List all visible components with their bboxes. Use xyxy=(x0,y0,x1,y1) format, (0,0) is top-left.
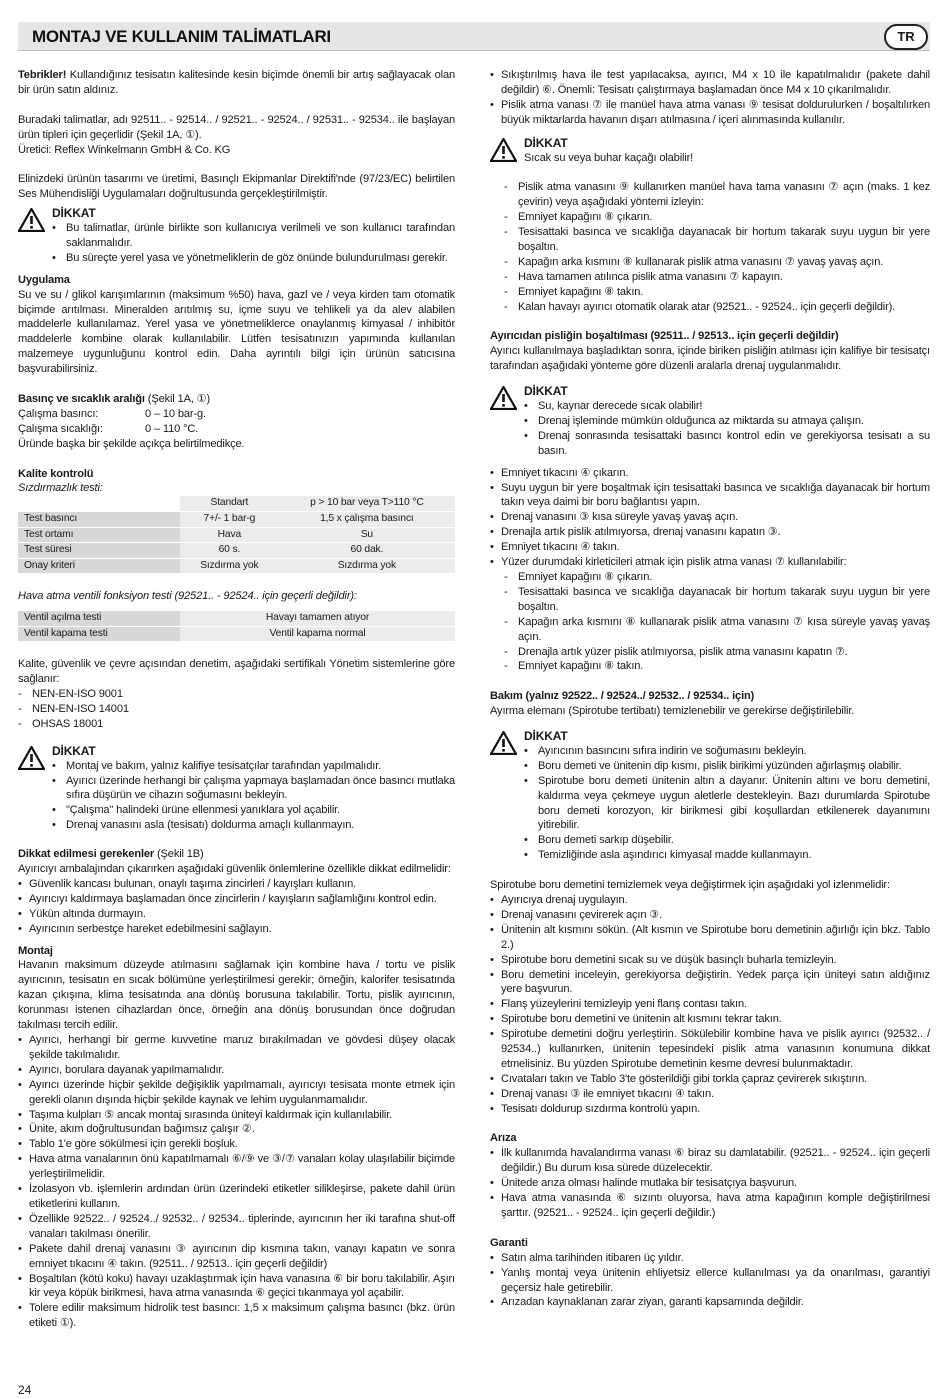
list-item: • Hava atma vanasında ⑥ sızıntı oluyorsa, hava atma kapağının komple değiştirilmesi şarttır. (92521.. - 92524.. için geçerli değildir.) xyxy=(490,1191,930,1221)
intro-bold: Tebrikler! xyxy=(18,69,67,81)
warning-item: • Su, kaynar derecede sıcak olabilir! xyxy=(524,399,930,414)
table-cell: 1,5 x çalışma basıncı xyxy=(279,511,455,527)
list-item: - NEN-EN-ISO 14001 xyxy=(18,702,455,717)
list-item: • Arızadan kaynaklanan zarar ziyan, garanti kapsamında değildir. xyxy=(490,1295,930,1310)
list-item: • Emniyet tıkacını ④ çıkarın. xyxy=(490,466,930,481)
warning-item: • Bu süreçte yerel yasa ve yönetmeliklerin de göz önünde bulundurulması gerekir. xyxy=(52,251,455,266)
notice-ref: (Şekil 1B) xyxy=(154,848,204,861)
table-header-cell: p > 10 bar veya T>110 °C xyxy=(279,496,455,511)
spirotube-list xyxy=(490,893,930,1117)
pressure-row xyxy=(18,407,455,422)
notice-list xyxy=(18,877,455,937)
spirotube-paragraph: Spirotube boru demetini temizlemek veya değiştirmek için aşağıdaki yol izlenmelidir: xyxy=(490,879,890,892)
mount-paragraph: Havanın maksimum düzeyde atılmasını sağlamak için kombine hava / tortu ve pislik ayırıcının, tesisatın en sıcak bölümüne yerleştirilmesi gerekir; örneğin, kalorifer tesisatında kazan çıkışına, klima tesisatında ana dönüş borusuna takılabilir. Tortu, pislik ayırıcının, korunması istenen cihazlardan önce, örneğin ana dönüş borusundan önce doğrudan takılması tercih edilir. xyxy=(18,959,455,1032)
table-cell: Ventil açılma testi xyxy=(18,611,180,626)
table-cell: 7+/- 1 bar-g xyxy=(180,511,279,527)
table-row xyxy=(18,626,455,642)
warning-text: Sıcak su veya buhar kaçağı olabilir! xyxy=(524,151,694,164)
intro-text: Kullandığınız tesisatın kalitesinde kesin biçimde önemli bir artış sağlayacak olan bir ürün satın aldınız. xyxy=(18,69,455,96)
list-item: • Tablo 1'e göre sökülmesi için gerekli boşluk. xyxy=(18,1137,455,1152)
table-cell: Ventil kapama normal xyxy=(180,626,455,642)
warning-item: • Drenaj vanasını asla (tesisatı) doldurma amaçlı kullanmayın. xyxy=(52,818,455,833)
pressure-heading-line xyxy=(18,392,455,407)
list-item: • Suyu uygun bir yere boşaltmak için tesisattaki basınca ve sıcaklığa dayanacak bir hortum takın veya daimi bir boru bağlantısı yapın. xyxy=(490,481,930,511)
list-item: • Taşıma kulpları ⑤ ancak montaj sırasında üniteyi kaldırmak için kullanılabilir. xyxy=(18,1108,455,1123)
warning-title: DİKKAT xyxy=(524,729,568,744)
pressure-ref: (Şekil 1A, ①) xyxy=(144,392,211,405)
list-item: • Pakete dahil drenaj vanasını ③ ayırıcının dip kısmına takın, vanayı kapatın ve sonra emniyet tıkacını ④ takın. (92511.. / 92513.. için geçerli değildir) xyxy=(18,1242,455,1272)
page-number: 24 xyxy=(18,1383,32,1397)
list-item: • Yanlış montaj veya ünitenin ehliyetsiz ellerce kullanılması ya da onarılması, garantiyi geçersiz hale getirebilir. xyxy=(490,1266,930,1296)
table-row xyxy=(18,527,455,543)
warning-triangle-icon xyxy=(18,746,45,770)
pressure-note: Üründe başka bir şekilde açıkça belirtilmedikçe. xyxy=(18,437,245,450)
language-badge: TR xyxy=(884,24,928,50)
vent-procedure-list xyxy=(490,180,930,314)
pressure-heading: Basınç ve sıcaklık aralığı xyxy=(18,392,145,405)
list-item: • Drenaj vanasını çevirerek açın ③. xyxy=(490,908,930,923)
list-item: • Ünitede arıza olması halinde mutlaka bir tesisatçıya başvurun. xyxy=(490,1176,930,1191)
warning-title: DİKKAT xyxy=(524,135,568,150)
warning-triangle-icon xyxy=(18,208,45,232)
list-item: • Yükün altında durmayın. xyxy=(18,907,455,922)
warning-box-5 xyxy=(490,729,930,863)
table-cell: 60 s. xyxy=(180,543,279,559)
list-item: • Ayırıcıyı kaldırmaya başlamadan önce zincirlerin / kayışların sağlamlığını kontrol edin. xyxy=(18,892,455,907)
list-item: • Ayırıcı, borulara dayanak yapılmamalıdır. xyxy=(18,1063,455,1078)
vent-test-label: Hava atma ventili fonksiyon testi (92521.. - 92524.. için geçerli değildir): xyxy=(18,590,357,603)
table-header-row xyxy=(18,496,455,511)
warning-item: • Drenaj işleminde mümkün olduğunca az miktarda su atmaya çalışın. xyxy=(524,414,930,429)
pressure-label: Çalışma basıncı: xyxy=(18,407,99,420)
list-item: • Spirotube boru demetini ve ünitenin alt kısmını tekrar takın. xyxy=(490,1012,930,1027)
mount-heading: Montaj xyxy=(18,944,53,957)
warning-item: • Spirotube boru demeti ünitenin altın a dayanır. Ünitenin altını ve boru demetini, kaldırma veya çekmeye uygun aletlerle destekleyin. Bazı durumlarda Spirotube boru demeti korozyon, kir birikmesi gibi koşullardan etkilenerek dayanımını yitirebilir. xyxy=(524,774,930,834)
table-cell: Test ortamı xyxy=(18,527,180,543)
list-item: • Flanş yüzeylerini temizleyip yeni flanş contası takın. xyxy=(490,997,930,1012)
list-item: • Pislik atma vanası ⑦ ile manüel hava atma vanası ⑨ tesisat doldurulurken / boşaltılırken büyük miktarlarda havanın dışarı atılmasına / içeri alınmasında kullanılır. xyxy=(490,98,930,128)
notice-paragraph: Ayırıcıyı ambalajından çıkarırken aşağıdaki güvenlik önlemlerine özellikle dikkat edilmelidir: xyxy=(18,863,451,876)
list-item: • Satın alma tarihinden itibaren üç yıldır. xyxy=(490,1251,930,1266)
temperature-label: Çalışma sıcaklığı: xyxy=(18,422,103,435)
warning-triangle-icon xyxy=(490,138,517,162)
warning-box-3 xyxy=(490,136,930,166)
list-item: - Emniyet kapağını ⑧ çıkarın. xyxy=(504,210,930,225)
list-item: • Drenaj vanasını ③ kısa süreyle yavaş yavaş açın. xyxy=(490,510,930,525)
table-cell: Onay kriteri xyxy=(18,558,180,574)
warranty-list xyxy=(490,1251,930,1311)
left-column xyxy=(18,68,455,1331)
warning-item: • "Çalışma" halindeki ürüne ellenmesi yanıklara yol açabilir. xyxy=(52,803,455,818)
table-cell: Sızdırma yok xyxy=(180,558,279,574)
temperature-row xyxy=(18,422,455,437)
pressure-value: 0 – 10 bar-g. xyxy=(145,407,206,420)
table-cell: Hava xyxy=(180,527,279,543)
list-item: • Yüzer durumdaki kirleticileri atmak için pislik atma vanası ⑦ kullanılabilir: xyxy=(490,555,930,570)
fault-list xyxy=(490,1146,930,1221)
notice-heading: Dikkat edilmesi gerekenler xyxy=(18,848,155,861)
warning-item: • Boru demeti sarkıp düşebilir. xyxy=(524,833,930,848)
list-item: • Cıvataları takın ve Tablo 3'te gösterildiği gibi torkla çapraz çevirerek sıkıştırın. xyxy=(490,1072,930,1087)
list-item: - Tesisattaki basınca ve sıcaklığa dayanacak bir hortum takarak suyu uygun bir yere boşaltın. xyxy=(504,225,930,255)
leak-test-label: Sızdırmazlık testi: xyxy=(18,482,103,495)
maintenance-heading: Bakım (yalnız 92522.. / 92524../ 92532.. / 92534.. için) xyxy=(490,690,755,703)
list-item: • Ayırıcı, herhangi bir germe kuvvetine maruz bırakılmadan ve gövdesi düşey olacak şekilde takılmalıdır. xyxy=(18,1033,455,1063)
temperature-value: 0 – 110 °C. xyxy=(145,422,199,435)
table-row xyxy=(18,611,455,626)
vent-test-table xyxy=(18,611,455,642)
list-item: • İlk kullanımda havalandırma vanası ⑥ biraz su damlatabilir. (92521.. - 92524.. için geçerli değildir.) Bu durum kısa sürede düzelecektir. xyxy=(490,1146,930,1176)
intro-paragraph xyxy=(18,68,455,98)
list-item: - OHSAS 18001 xyxy=(18,717,455,732)
list-item: • Tesisatı doldurup sızdırma kontrolü yapın. xyxy=(490,1102,930,1117)
warning-item: • Bu talimatlar, ürünle birlikte son kullanıcıya verilmeli ve son kullanıcı tarafından saklanmalıdır. xyxy=(52,221,455,251)
warning-item: • Temizliğinde asla aşındırıcı kimyasal madde kullanmayın. xyxy=(524,848,930,863)
list-item: • Boşaltılan (kötü koku) havayı uzaklaştırmak için hava vanasına ⑥ bir boru takılabilir. Aşırı kir veya köpük birikmesi, hava atma vanasında ⑥ geçici tıkanmaya yol açabilir. xyxy=(18,1272,455,1302)
usage-paragraph: Su ve su / glikol karışımlarının (maksimum %50) hava, gazl ve / veya kirden tam otomatik biçimde arıtılması. Mineralden arıtılmış su, içme suyu ve tehlikeli ya da alev alabilen maddelerle kullanılamaz. Yerel yasa ve yönetmeliklerce onaylanmış kimyasal / inhibitör maddelerle kombine olarak kullanılabilir. Lütfen tesisatınızın yapımında kullanılan malzemeye uygunluğunu kontrol edin. Daha ayrıntılı bilgi için ürünün satıcısına başvurabilirsiniz. xyxy=(18,288,455,376)
warning-item: • Montaj ve bakım, yalnız kalifiye tesisatçılar tarafından yapılmalıdır. xyxy=(52,759,455,774)
list-item: • Ayırıcı üzerinde hiçbir şekilde değişiklik yapılmamalı, ayırıcıyı tesisata monte etmek için gerekli olanın dışında hiçbir şekilde kaynak ve lehim uygulanmamalıdır. xyxy=(18,1078,455,1108)
warning-item: • Drenaj sonrasında tesisattaki basıncı kontrol edin ve gerekiyorsa tesisatı a su basın. xyxy=(524,429,930,459)
table-cell: Test süresi xyxy=(18,543,180,559)
test-list xyxy=(490,68,930,128)
float-list xyxy=(490,570,930,674)
table-header-cell: Standart xyxy=(180,496,279,511)
table-row xyxy=(18,511,455,527)
warning-item: • Boru demeti ve ünitenin dip kısmı, pislik birikimi yüzünden ağırlaşmış olabilir. xyxy=(524,759,930,774)
list-item: • Emniyet tıkacını ④ takın. xyxy=(490,540,930,555)
drain-heading: Ayırıcıdan pisliğin boşaltılması (92511.. / 92513.. için geçerli değildir) xyxy=(490,330,839,343)
warning-title: DİKKAT xyxy=(524,384,568,399)
warning-box-4 xyxy=(490,384,930,459)
list-item: • Ayırıcının serbestçe hareket edebilmesini sağlayın. xyxy=(18,922,455,937)
table-cell: Havayı tamamen atıyor xyxy=(180,611,455,626)
warning-title: DİKKAT xyxy=(52,743,96,758)
list-item: - Kalan havayı ayırıcı otomatik olarak atar (92521.. - 92524.. için geçerli değildir). xyxy=(504,300,930,315)
list-item: - Tesisattaki basınca ve sıcaklığa dayanacak bir hortum takarak suyu uygun bir yere boşaltın. xyxy=(504,585,930,615)
table-cell: Test basıncı xyxy=(18,511,180,527)
table-row xyxy=(18,558,455,574)
list-item: • Hava atma vanalarının önü kapatılmamalı ⑥/⑨ ve ③/⑦ vanaları kolay ulaşılabilir biçimde yerleştirilmelidir. xyxy=(18,1152,455,1182)
table-cell: Sızdırma yok xyxy=(279,558,455,574)
table-cell: Su xyxy=(279,527,455,543)
table-cell: 60 dak. xyxy=(279,543,455,559)
list-item: - Emniyet kapağını ⑧ çıkarın. xyxy=(504,570,930,585)
manufacturer: Üretici: Reflex Winkelmann GmbH & Co. KG xyxy=(18,143,231,156)
list-item: • Güvenlik kancası bulunan, onaylı taşıma zincirleri / kayışları kullanın. xyxy=(18,877,455,892)
table-row xyxy=(18,543,455,559)
list-item: - Pislik atma vanasını ⑨ kullanırken manüel hava tama vanasını ⑦ açın (maks. 1 kez çevirin) veya aşağıdaki yöntemi izleyin: xyxy=(504,180,930,210)
warning-title: DİKKAT xyxy=(52,206,96,221)
page-header xyxy=(18,22,930,51)
warning-triangle-icon xyxy=(490,731,517,755)
types-paragraph: Buradaki talimatlar, adı 92511.. - 92514.. / 92521.. - 92524.. / 92531.. - 92534.. ile başlayan ürün tipleri için geçerlidir (Şekil 1A, ①). xyxy=(18,113,455,141)
list-item: • Spirotube demetini doğru yerleştirin. Sökülebilir kombine hava ve pislik ayırıcı (92532.. / 92534..) kullanırken, ünitenin tepesindeki pislik atma vanasının konumuna dikkat etmelisiniz. Bu yüzden Spirotube demetinin kesme devresi bulunmaktadır. xyxy=(490,1027,930,1072)
design-paragraph: Elinizdeki ürünün tasarımı ve üretimi, Basınçlı Ekipmanlar Direktifi'nde (97/23/EC) belirtilen Ses Mühendisliği Uygulamaları doğrultusunda gerçekleştirilmiştir. xyxy=(18,173,455,201)
page-title: MONTAJ VE KULLANIM TALİMATLARI xyxy=(32,27,331,46)
leak-test-table xyxy=(18,496,455,574)
list-item: - Emniyet kapağını ⑧ takın. xyxy=(504,659,930,674)
warning-item: • Ayırıcının basıncını sıfıra indirin ve soğumasını bekleyin. xyxy=(524,744,930,759)
list-item: - Hava tamamen atılınca pislik atma vanasını ⑦ kapayın. xyxy=(504,270,930,285)
list-item: • Ünitenin alt kısmını sökün. (Alt kısmın ve Spirotube boru demetinin ağırlığı için bkz. Tablo 2.) xyxy=(490,923,930,953)
list-item: • Tolere edilir maksimum hidrolik test basıncı: 1,5 x maksimum çalışma basıncı (bkz. ürün etiketi ①). xyxy=(18,1301,455,1331)
notice-heading-line xyxy=(18,847,455,862)
list-item: • Drenajla artık pislik atılmıyorsa, drenaj vanasını kapatın ③. xyxy=(490,525,930,540)
table-cell: Ventil kapama testi xyxy=(18,626,180,642)
list-item: - Kapağın arka kısmını ⑧ kullanarak pislik atma vanasını ⑦ yavaş yavaş açın. xyxy=(504,255,930,270)
list-item: - Emniyet kapağını ⑧ takın. xyxy=(504,285,930,300)
fault-heading: Arıza xyxy=(490,1132,517,1145)
warning-item: • Ayırıcı üzerinde herhangi bir çalışma yapmaya başlamadan önce basıncı mutlaka sıfıra düşürün ve cihazın soğumasını bekleyin. xyxy=(52,774,455,804)
list-item: • İzolasyon vb. işlemlerin ardından ürün üzerindeki etiketler silikleşirse, pakete dahil ürün etiketlerini kullanın. xyxy=(18,1182,455,1212)
warning-box-1 xyxy=(18,206,455,266)
drain-paragraph: Ayırıcı kullanılmaya başladıktan sonra, içinde biriken pisliğin atılması için kalifiye bir tesisatçı tarafından aşağıdaki yönteme göre düzenli aralarla drenaj uygulanmalıdır. xyxy=(490,345,930,373)
table-header-cell xyxy=(18,496,180,511)
drain-list xyxy=(490,466,930,570)
list-item: - Drenajla artık yüzer pislik atılmıyorsa, pislik atma vanasını kapatın ⑦. xyxy=(504,645,930,660)
maintenance-paragraph: Ayırma elemanı (Spirotube tertibatı) temizlenebilir ve gerekirse değiştirilebilir. xyxy=(490,705,855,718)
list-item: • Ünite, akım doğrultusundan bağımsız çalışır ②. xyxy=(18,1122,455,1137)
quality-heading: Kalite kontrolü xyxy=(18,467,94,480)
list-item: - Kapağın arka kısmını ⑧ kullanarak pislik atma vanasını ⑦ kısa süreyle yavaş yavaş açın. xyxy=(504,615,930,645)
list-item: • Boru demetini inceleyin, gerekiyorsa değiştirin. Yedek parça için üniteyi satın aldığınız yere başvurun. xyxy=(490,968,930,998)
certification-paragraph: Kalite, güvenlik ve çevre açısından denetim, aşağıdaki sertifikalı Yönetim sistemlerine göre sağlanır: xyxy=(18,658,455,686)
warning-triangle-icon xyxy=(490,386,517,410)
list-item: - NEN-EN-ISO 9001 xyxy=(18,687,455,702)
right-column xyxy=(490,68,930,1310)
list-item: • Sıkıştırılmış hava ile test yapılacaksa, ayırıcı, M4 x 10 ile kapatılmalıdır (pakete dahil değildir) ⑥. Önemli: Tesisatı çalıştırmaya başlamadan önce M4 x 10 çıkarılmalıdır. xyxy=(490,68,930,98)
warranty-heading: Garanti xyxy=(490,1236,528,1249)
mount-list xyxy=(18,1033,455,1331)
list-item: • Özellikle 92522.. / 92524../ 92532.. / 92534.. tiplerinde, ayırıcının her iki tarafına shut-off vanaları takılması önerilir. xyxy=(18,1212,455,1242)
list-item: • Drenaj vanası ③ ile emniyet tıkacını ④ takın. xyxy=(490,1087,930,1102)
certification-list xyxy=(18,687,455,732)
list-item: • Spirotube boru demetini sıcak su ve düşük basınçlı buharla temizleyin. xyxy=(490,953,930,968)
warning-box-2 xyxy=(18,744,455,833)
list-item: • Ayırıcıya drenaj uygulayın. xyxy=(490,893,930,908)
usage-heading: Uygulama xyxy=(18,273,70,286)
